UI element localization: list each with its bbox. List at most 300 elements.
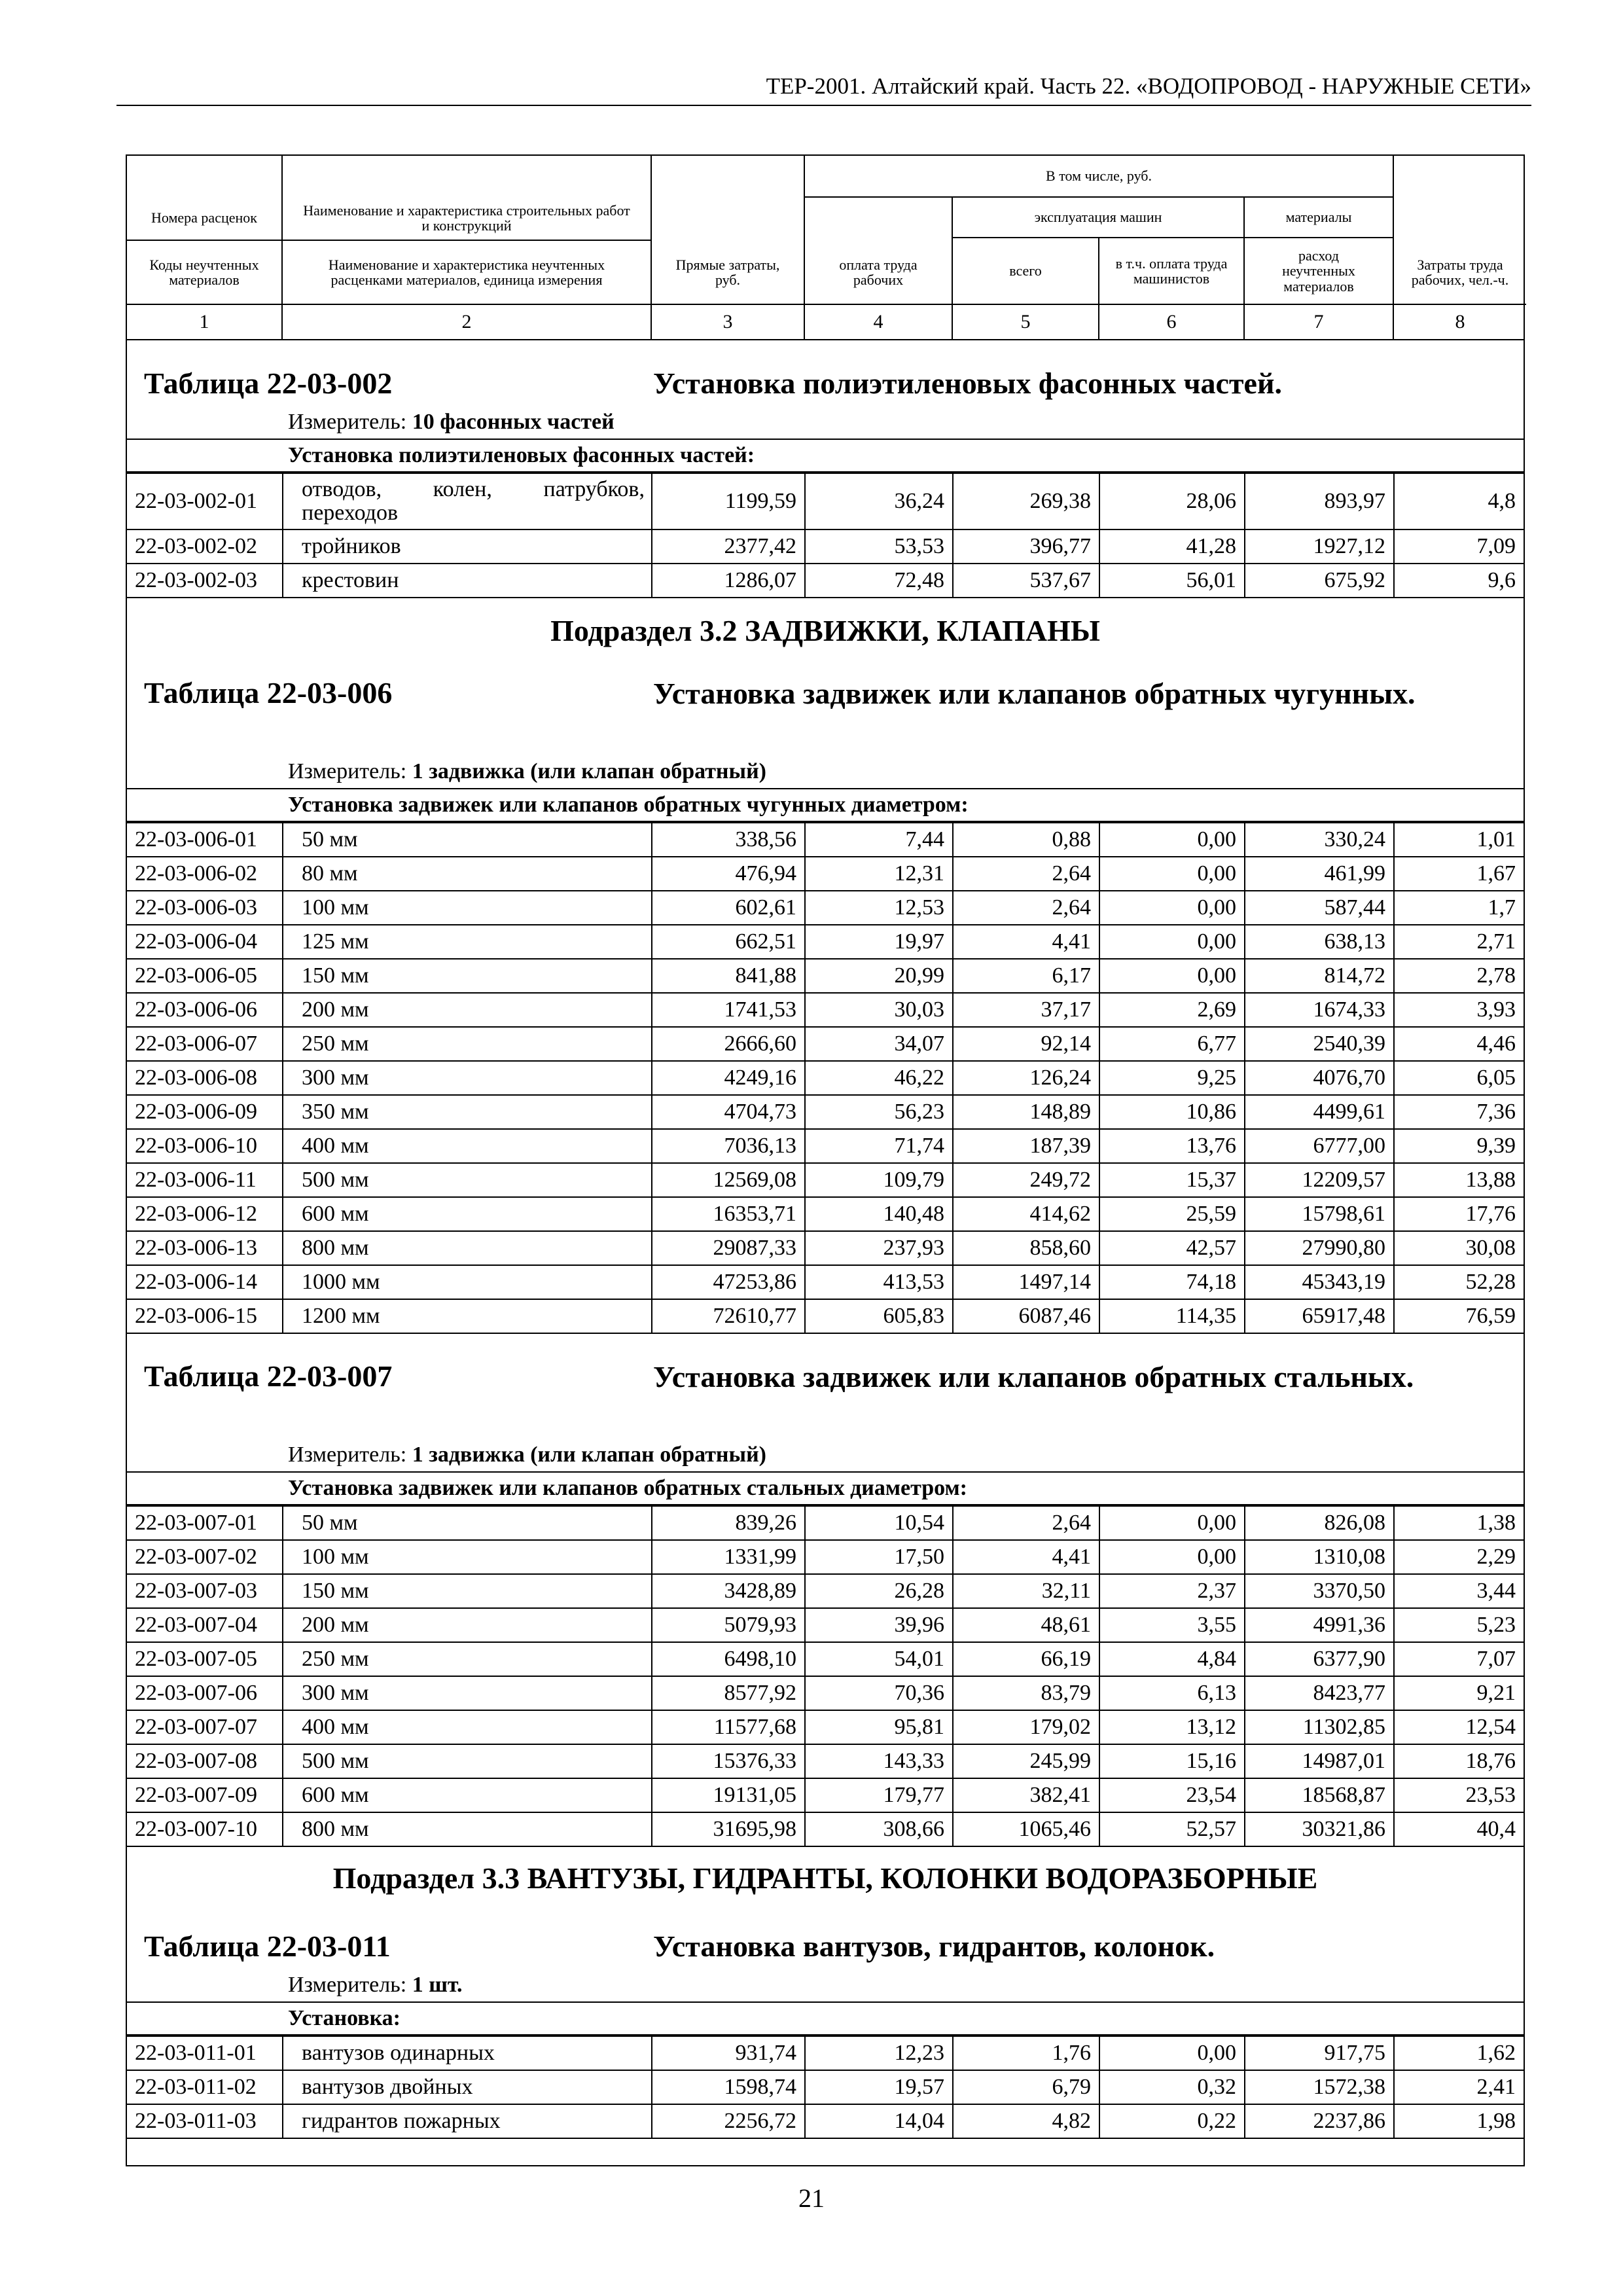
value-cell: 45343,19 bbox=[1245, 1265, 1394, 1299]
measure-value: 1 задвижка (или клапан обратный) bbox=[412, 759, 766, 783]
value-cell: 42,57 bbox=[1099, 1231, 1245, 1265]
work-name: 250 мм bbox=[283, 1027, 652, 1061]
value-cell: 14987,01 bbox=[1245, 1744, 1394, 1778]
value-cell: 2,64 bbox=[953, 891, 1099, 925]
value-cell: 330,24 bbox=[1245, 823, 1394, 857]
value-cell: 16353,71 bbox=[652, 1197, 805, 1231]
rate-code: 22-03-007-08 bbox=[127, 1744, 283, 1778]
value-cell: 249,72 bbox=[953, 1163, 1099, 1197]
work-name: вантузов одинарных bbox=[283, 2036, 652, 2070]
work-name: 50 мм bbox=[283, 1506, 652, 1540]
measure-006 bbox=[127, 755, 1524, 789]
value-cell: 6,79 bbox=[953, 2070, 1099, 2104]
value-cell: 4,84 bbox=[1099, 1642, 1245, 1676]
value-cell: 858,60 bbox=[953, 1231, 1099, 1265]
subsection-3-2: Подраздел 3.2 ЗАДВИЖКИ, КЛАПАНЫ bbox=[550, 614, 1100, 647]
value-cell: 0,00 bbox=[1099, 857, 1245, 891]
value-cell: 4991,36 bbox=[1245, 1608, 1394, 1642]
col-num-1: 1 bbox=[199, 311, 209, 333]
value-cell: 1598,74 bbox=[652, 2070, 805, 2104]
value-cell: 8577,92 bbox=[652, 1676, 805, 1710]
table-row bbox=[127, 564, 1524, 598]
table-row bbox=[127, 2104, 1524, 2138]
value-cell: 40,4 bbox=[1394, 1812, 1524, 1846]
col-num-4: 4 bbox=[873, 311, 883, 333]
work-name: отводов, колен, патрубков, переходов bbox=[283, 473, 652, 529]
rate-code: 22-03-006-01 bbox=[127, 823, 283, 857]
table-title-011 bbox=[127, 1910, 1524, 1969]
value-cell: 237,93 bbox=[805, 1231, 953, 1265]
table-row bbox=[127, 2036, 1524, 2070]
value-cell: 1,01 bbox=[1394, 823, 1524, 857]
value-cell: 2237,86 bbox=[1245, 2104, 1394, 2138]
value-cell: 931,74 bbox=[652, 2036, 805, 2070]
value-cell: 32,11 bbox=[953, 1574, 1099, 1608]
value-cell: 7,44 bbox=[805, 823, 953, 857]
rate-code: 22-03-006-10 bbox=[127, 1129, 283, 1163]
labor-costs-header: Затраты труда рабочих, чел.-ч. bbox=[1411, 256, 1509, 288]
value-cell: 23,53 bbox=[1394, 1778, 1524, 1812]
value-cell: 187,39 bbox=[953, 1129, 1099, 1163]
value-cell: 17,50 bbox=[805, 1540, 953, 1574]
table-title-007 bbox=[127, 1334, 1524, 1439]
value-cell: 4499,61 bbox=[1245, 1095, 1394, 1129]
value-cell: 1572,38 bbox=[1245, 2070, 1394, 2104]
rate-code: 22-03-006-13 bbox=[127, 1231, 283, 1265]
value-cell: 1331,99 bbox=[652, 1540, 805, 1574]
value-cell: 2377,42 bbox=[652, 529, 805, 564]
measure-value: 1 задвижка (или клапан обратный) bbox=[412, 1443, 766, 1467]
value-cell: 537,67 bbox=[953, 564, 1099, 598]
group-002: Установка полиэтиленовых фасонных частей: bbox=[127, 440, 1524, 473]
value-cell: 6377,90 bbox=[1245, 1642, 1394, 1676]
value-cell: 34,07 bbox=[805, 1027, 953, 1061]
value-cell: 9,21 bbox=[1394, 1676, 1524, 1710]
value-cell: 9,25 bbox=[1099, 1061, 1245, 1095]
value-cell: 0,32 bbox=[1099, 2070, 1245, 2104]
value-cell: 675,92 bbox=[1245, 564, 1394, 598]
rate-code: 22-03-006-04 bbox=[127, 925, 283, 959]
table-title-002 bbox=[127, 340, 1524, 406]
col-num-7: 7 bbox=[1313, 311, 1324, 333]
measure-value: 1 шт. bbox=[412, 1973, 463, 1997]
work-name: 200 мм bbox=[283, 993, 652, 1027]
value-cell: 839,26 bbox=[652, 1506, 805, 1540]
rate-code: 22-03-006-09 bbox=[127, 1095, 283, 1129]
work-name: 500 мм bbox=[283, 1163, 652, 1197]
value-cell: 269,38 bbox=[953, 473, 1099, 529]
value-cell: 179,77 bbox=[805, 1778, 953, 1812]
value-cell: 12,23 bbox=[805, 2036, 953, 2070]
col-num-8: 8 bbox=[1455, 311, 1465, 333]
value-cell: 893,97 bbox=[1245, 473, 1394, 529]
value-cell: 413,53 bbox=[805, 1265, 953, 1299]
work-name: 800 мм bbox=[283, 1812, 652, 1846]
total-header: всего bbox=[1009, 262, 1042, 279]
group-011: Установка: bbox=[127, 2003, 1524, 2036]
rates-table bbox=[126, 154, 1525, 2166]
value-cell: 36,24 bbox=[805, 473, 953, 529]
value-cell: 2,71 bbox=[1394, 925, 1524, 959]
work-name: 400 мм bbox=[283, 1710, 652, 1744]
table-006 bbox=[127, 822, 1524, 1334]
rate-code: 22-03-002-02 bbox=[127, 529, 283, 564]
value-cell: 1,7 bbox=[1394, 891, 1524, 925]
rate-code: 22-03-007-06 bbox=[127, 1676, 283, 1710]
value-cell: 37,17 bbox=[953, 993, 1099, 1027]
value-cell: 4704,73 bbox=[652, 1095, 805, 1129]
table-label: Таблица 22-03-002 bbox=[144, 367, 393, 400]
value-cell: 148,89 bbox=[953, 1095, 1099, 1129]
value-cell: 71,74 bbox=[805, 1129, 953, 1163]
value-cell: 0,00 bbox=[1099, 2036, 1245, 2070]
rate-code: 22-03-006-06 bbox=[127, 993, 283, 1027]
value-cell: 6,05 bbox=[1394, 1061, 1524, 1095]
value-cell: 70,36 bbox=[805, 1676, 953, 1710]
value-cell: 66,19 bbox=[953, 1642, 1099, 1676]
value-cell: 1199,59 bbox=[652, 473, 805, 529]
machinists-header: в т.ч. оплата труда машинистов bbox=[1115, 255, 1228, 287]
value-cell: 4,8 bbox=[1394, 473, 1524, 529]
measure-prefix: Измеритель: bbox=[288, 1443, 407, 1467]
table-row bbox=[127, 1574, 1524, 1608]
rate-code: 22-03-006-05 bbox=[127, 959, 283, 993]
value-cell: 9,6 bbox=[1394, 564, 1524, 598]
value-cell: 3,55 bbox=[1099, 1608, 1245, 1642]
table-row bbox=[127, 1744, 1524, 1778]
value-cell: 18,76 bbox=[1394, 1744, 1524, 1778]
rate-code: 22-03-002-01 bbox=[127, 473, 283, 529]
value-cell: 382,41 bbox=[953, 1778, 1099, 1812]
value-cell: 5079,93 bbox=[652, 1608, 805, 1642]
rate-code: 22-03-006-14 bbox=[127, 1265, 283, 1299]
work-name: 400 мм bbox=[283, 1129, 652, 1163]
value-cell: 65917,48 bbox=[1245, 1299, 1394, 1333]
value-cell: 1286,07 bbox=[652, 564, 805, 598]
value-cell: 245,99 bbox=[953, 1744, 1099, 1778]
value-cell: 52,57 bbox=[1099, 1812, 1245, 1846]
value-cell: 2666,60 bbox=[652, 1027, 805, 1061]
work-name: 100 мм bbox=[283, 1540, 652, 1574]
value-cell: 15,37 bbox=[1099, 1163, 1245, 1197]
value-cell: 2,69 bbox=[1099, 993, 1245, 1027]
value-cell: 396,77 bbox=[953, 529, 1099, 564]
work-name: 150 мм bbox=[283, 959, 652, 993]
value-cell: 662,51 bbox=[652, 925, 805, 959]
measure-value: 10 фасонных частей bbox=[412, 410, 615, 434]
value-cell: 26,28 bbox=[805, 1574, 953, 1608]
table-row bbox=[127, 1027, 1524, 1061]
value-cell: 2,37 bbox=[1099, 1574, 1245, 1608]
value-cell: 20,99 bbox=[805, 959, 953, 993]
group-007: Установка задвижек или клапанов обратных стальных диаметром: bbox=[127, 1473, 1524, 1505]
unaccounted-mat-header: расход неучтенных материалов bbox=[1282, 247, 1355, 295]
table-title: Установка полиэтиленовых фасонных частей. bbox=[653, 367, 1282, 400]
value-cell: 114,35 bbox=[1099, 1299, 1245, 1333]
value-cell: 52,28 bbox=[1394, 1265, 1524, 1299]
value-cell: 414,62 bbox=[953, 1197, 1099, 1231]
rate-code: 22-03-006-12 bbox=[127, 1197, 283, 1231]
work-name: вантузов двойных bbox=[283, 2070, 652, 2104]
value-cell: 2,41 bbox=[1394, 2070, 1524, 2104]
value-cell: 92,14 bbox=[953, 1027, 1099, 1061]
table-row bbox=[127, 1642, 1524, 1676]
value-cell: 6498,10 bbox=[652, 1642, 805, 1676]
value-cell: 0,00 bbox=[1099, 1506, 1245, 1540]
value-cell: 6087,46 bbox=[953, 1299, 1099, 1333]
rate-code: 22-03-006-02 bbox=[127, 857, 283, 891]
value-cell: 19,57 bbox=[805, 2070, 953, 2104]
table-title: Установка задвижек или клапанов обратных чугунных. bbox=[653, 677, 1416, 710]
direct-costs-header: Прямые затраты, руб. bbox=[675, 256, 780, 288]
mat-codes-header: Коды неучтенных материалов bbox=[149, 256, 259, 288]
col-num-3: 3 bbox=[722, 311, 733, 333]
value-cell: 25,59 bbox=[1099, 1197, 1245, 1231]
rate-code: 22-03-007-02 bbox=[127, 1540, 283, 1574]
table-row bbox=[127, 1778, 1524, 1812]
rate-code: 22-03-002-03 bbox=[127, 564, 283, 598]
value-cell: 6,13 bbox=[1099, 1676, 1245, 1710]
value-cell: 4076,70 bbox=[1245, 1061, 1394, 1095]
table-row bbox=[127, 1095, 1524, 1129]
measure-prefix: Измеритель: bbox=[288, 1973, 407, 1997]
value-cell: 56,23 bbox=[805, 1095, 953, 1129]
value-cell: 3428,89 bbox=[652, 1574, 805, 1608]
value-cell: 15376,33 bbox=[652, 1744, 805, 1778]
value-cell: 0,00 bbox=[1099, 891, 1245, 925]
work-name: 250 мм bbox=[283, 1642, 652, 1676]
value-cell: 30,03 bbox=[805, 993, 953, 1027]
table-row bbox=[127, 2070, 1524, 2104]
value-cell: 30321,86 bbox=[1245, 1812, 1394, 1846]
value-cell: 4,82 bbox=[953, 2104, 1099, 2138]
rate-numbers-header: Номера расценок bbox=[151, 209, 257, 226]
value-cell: 476,94 bbox=[652, 857, 805, 891]
table-title-006 bbox=[127, 664, 1524, 755]
value-cell: 1,76 bbox=[953, 2036, 1099, 2070]
rate-code: 22-03-007-05 bbox=[127, 1642, 283, 1676]
value-cell: 46,22 bbox=[805, 1061, 953, 1095]
rate-code: 22-03-011-01 bbox=[127, 2036, 283, 2070]
value-cell: 3,93 bbox=[1394, 993, 1524, 1027]
value-cell: 1,67 bbox=[1394, 857, 1524, 891]
table-row bbox=[127, 1265, 1524, 1299]
rate-code: 22-03-007-10 bbox=[127, 1812, 283, 1846]
value-cell: 1927,12 bbox=[1245, 529, 1394, 564]
value-cell: 27990,80 bbox=[1245, 1231, 1394, 1265]
work-name: 1000 мм bbox=[283, 1265, 652, 1299]
value-cell: 605,83 bbox=[805, 1299, 953, 1333]
work-name: 300 мм bbox=[283, 1061, 652, 1095]
table-row bbox=[127, 1676, 1524, 1710]
value-cell: 19,97 bbox=[805, 925, 953, 959]
value-cell: 1,38 bbox=[1394, 1506, 1524, 1540]
value-cell: 12209,57 bbox=[1245, 1163, 1394, 1197]
page-number: 21 bbox=[798, 2183, 825, 2213]
value-cell: 1674,33 bbox=[1245, 993, 1394, 1027]
table-label: Таблица 22-03-006 bbox=[144, 676, 393, 709]
work-name: крестовин bbox=[283, 564, 652, 598]
rate-code: 22-03-006-15 bbox=[127, 1299, 283, 1333]
work-name: 125 мм bbox=[283, 925, 652, 959]
value-cell: 1,98 bbox=[1394, 2104, 1524, 2138]
value-cell: 1065,46 bbox=[953, 1812, 1099, 1846]
work-name: 600 мм bbox=[283, 1778, 652, 1812]
value-cell: 4,46 bbox=[1394, 1027, 1524, 1061]
work-name: 100 мм bbox=[283, 891, 652, 925]
value-cell: 56,01 bbox=[1099, 564, 1245, 598]
table-row bbox=[127, 1197, 1524, 1231]
value-cell: 0,00 bbox=[1099, 959, 1245, 993]
value-cell: 13,88 bbox=[1394, 1163, 1524, 1197]
value-cell: 587,44 bbox=[1245, 891, 1394, 925]
value-cell: 7,07 bbox=[1394, 1642, 1524, 1676]
value-cell: 143,33 bbox=[805, 1744, 953, 1778]
table-row bbox=[127, 823, 1524, 857]
materials-header: материалы bbox=[1285, 209, 1352, 226]
value-cell: 8423,77 bbox=[1245, 1676, 1394, 1710]
value-cell: 12,54 bbox=[1394, 1710, 1524, 1744]
value-cell: 1310,08 bbox=[1245, 1540, 1394, 1574]
table-label: Таблица 22-03-011 bbox=[144, 1929, 391, 1963]
value-cell: 95,81 bbox=[805, 1710, 953, 1744]
table-row bbox=[127, 1163, 1524, 1197]
table-row bbox=[127, 1299, 1524, 1333]
value-cell: 76,59 bbox=[1394, 1299, 1524, 1333]
value-cell: 48,61 bbox=[953, 1608, 1099, 1642]
value-cell: 39,96 bbox=[805, 1608, 953, 1642]
group-006: Установка задвижек или клапанов обратных чугунных диаметром: bbox=[127, 789, 1524, 822]
col-num-2: 2 bbox=[461, 311, 472, 333]
rate-code: 22-03-007-03 bbox=[127, 1574, 283, 1608]
value-cell: 1497,14 bbox=[953, 1265, 1099, 1299]
table-002 bbox=[127, 473, 1524, 598]
value-cell: 0,00 bbox=[1099, 823, 1245, 857]
value-cell: 2,64 bbox=[953, 857, 1099, 891]
value-cell: 4249,16 bbox=[652, 1061, 805, 1095]
value-cell: 13,76 bbox=[1099, 1129, 1245, 1163]
table-label: Таблица 22-03-007 bbox=[144, 1359, 393, 1393]
rate-code: 22-03-011-02 bbox=[127, 2070, 283, 2104]
rate-code: 22-03-006-07 bbox=[127, 1027, 283, 1061]
table-007 bbox=[127, 1505, 1524, 1847]
work-name: 150 мм bbox=[283, 1574, 652, 1608]
work-name: 200 мм bbox=[283, 1608, 652, 1642]
value-cell: 7,09 bbox=[1394, 529, 1524, 564]
value-cell: 41,28 bbox=[1099, 529, 1245, 564]
value-cell: 53,53 bbox=[805, 529, 953, 564]
value-cell: 308,66 bbox=[805, 1812, 953, 1846]
rate-code: 22-03-006-08 bbox=[127, 1061, 283, 1095]
machine-ops-header: эксплуатация машин bbox=[1034, 209, 1162, 226]
value-cell: 7,36 bbox=[1394, 1095, 1524, 1129]
measure-prefix: Измеритель: bbox=[288, 759, 407, 783]
table-row bbox=[127, 857, 1524, 891]
value-cell: 54,01 bbox=[805, 1642, 953, 1676]
value-cell: 72610,77 bbox=[652, 1299, 805, 1333]
table-row bbox=[127, 1608, 1524, 1642]
value-cell: 4,41 bbox=[953, 925, 1099, 959]
value-cell: 17,76 bbox=[1394, 1197, 1524, 1231]
table-row bbox=[127, 1231, 1524, 1265]
work-name: 1200 мм bbox=[283, 1299, 652, 1333]
value-cell: 602,61 bbox=[652, 891, 805, 925]
value-cell: 638,13 bbox=[1245, 925, 1394, 959]
table-row bbox=[127, 1061, 1524, 1095]
value-cell: 19131,05 bbox=[652, 1778, 805, 1812]
table-row bbox=[127, 473, 1524, 529]
value-cell: 917,75 bbox=[1245, 2036, 1394, 2070]
value-cell: 11302,85 bbox=[1245, 1710, 1394, 1744]
table-title: Установка вантузов, гидрантов, колонок. bbox=[653, 1929, 1215, 1963]
value-cell: 9,39 bbox=[1394, 1129, 1524, 1163]
value-cell: 140,48 bbox=[805, 1197, 953, 1231]
value-cell: 2,78 bbox=[1394, 959, 1524, 993]
value-cell: 5,23 bbox=[1394, 1608, 1524, 1642]
work-name: 800 мм bbox=[283, 1231, 652, 1265]
value-cell: 3,44 bbox=[1394, 1574, 1524, 1608]
value-cell: 23,54 bbox=[1099, 1778, 1245, 1812]
measure-007 bbox=[127, 1439, 1524, 1473]
work-name: 300 мм bbox=[283, 1676, 652, 1710]
work-name-header: Наименование и характеристика строительных работ и конструкций bbox=[303, 202, 630, 234]
value-cell: 31695,98 bbox=[652, 1812, 805, 1846]
measure-002 bbox=[127, 406, 1524, 440]
measure-prefix: Измеритель: bbox=[288, 410, 407, 434]
work-name: 500 мм bbox=[283, 1744, 652, 1778]
value-cell: 461,99 bbox=[1245, 857, 1394, 891]
table-011 bbox=[127, 2036, 1524, 2139]
value-cell: 74,18 bbox=[1099, 1265, 1245, 1299]
value-cell: 1,62 bbox=[1394, 2036, 1524, 2070]
value-cell: 826,08 bbox=[1245, 1506, 1394, 1540]
rate-code: 22-03-007-01 bbox=[127, 1506, 283, 1540]
value-cell: 12,53 bbox=[805, 891, 953, 925]
value-cell: 30,08 bbox=[1394, 1231, 1524, 1265]
table-row bbox=[127, 891, 1524, 925]
value-cell: 10,86 bbox=[1099, 1095, 1245, 1129]
value-cell: 2,64 bbox=[953, 1506, 1099, 1540]
value-cell: 14,04 bbox=[805, 2104, 953, 2138]
table-row bbox=[127, 959, 1524, 993]
work-name: гидрантов пожарных bbox=[283, 2104, 652, 2138]
value-cell: 6,77 bbox=[1099, 1027, 1245, 1061]
table-row bbox=[127, 1129, 1524, 1163]
value-cell: 179,02 bbox=[953, 1710, 1099, 1744]
running-head: ТЕР-2001. Алтайский край. Часть 22. «ВОДОПРОВОД - НАРУЖНЫЕ СЕТИ» bbox=[766, 73, 1531, 99]
subsection-3-3: Подраздел 3.3 ВАНТУЗЫ, ГИДРАНТЫ, КОЛОНКИ ВОДОРАЗБОРНЫЕ bbox=[332, 1861, 1318, 1895]
value-cell: 0,00 bbox=[1099, 1540, 1245, 1574]
value-cell: 814,72 bbox=[1245, 959, 1394, 993]
table-row bbox=[127, 1710, 1524, 1744]
labor-pay-header: оплата труда рабочих bbox=[839, 256, 918, 288]
table-bottom-space bbox=[127, 2139, 1524, 2165]
value-cell: 2256,72 bbox=[652, 2104, 805, 2138]
value-cell: 18568,87 bbox=[1245, 1778, 1394, 1812]
table-row bbox=[127, 1540, 1524, 1574]
value-cell: 338,56 bbox=[652, 823, 805, 857]
value-cell: 7036,13 bbox=[652, 1129, 805, 1163]
table-row bbox=[127, 1812, 1524, 1846]
table-row bbox=[127, 993, 1524, 1027]
table-row bbox=[127, 529, 1524, 564]
table-header bbox=[127, 156, 1524, 340]
table-row bbox=[127, 1506, 1524, 1540]
rate-code: 22-03-006-11 bbox=[127, 1163, 283, 1197]
value-cell: 1741,53 bbox=[652, 993, 805, 1027]
value-cell: 109,79 bbox=[805, 1163, 953, 1197]
incl-rub-header: В том числе, руб. bbox=[1046, 168, 1152, 185]
